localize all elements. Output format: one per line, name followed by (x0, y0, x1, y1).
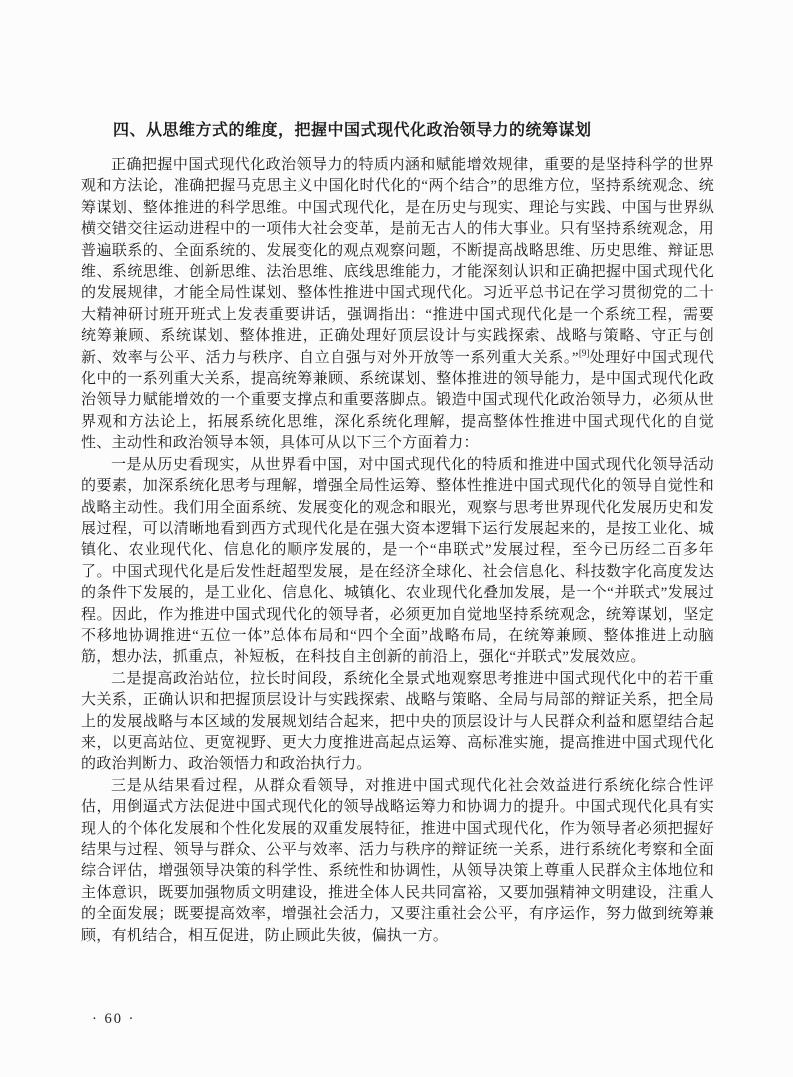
page-number: · 60 · (92, 1011, 136, 1027)
section-heading: 四、从思维方式的维度，把握中国式现代化政治领导力的统筹谋划 (113, 122, 592, 139)
text-column (81, 121, 714, 947)
paragraph-point-two: 二是提高政治站位，拉长时间段，系统化全景式地观察思考推进中国式现代化中的若干重大关系，正确认识和把握顶层设计与实践探索、战略与策略、全局与局部的辩证关系，把全局上的发展战略与本区域的发展规划结合起来，把中央的顶层设计与人民群众利益和愿望结合起来，以更高站位、更宽视野、更大力度推进高起点运筹、高标准实施，提高推进中国式现代化的政治判断力、政治领悟力和政治执行力。 (81, 670, 714, 773)
paragraph-text: 正确把握中国式现代化政治领导力的特质内涵和赋能增效规律，重要的是坚持科学的世界观和方法论，准确把握马克思主义中国化时代化的“两个结合”的思维方位，坚持系统观念、统筹谋划、整体推进的科学思维。中国式现代化，是在历史与现实、理论与实践、中国与世界纵横交错交往运动进程中的一项伟大社会变革，是前无古人的伟大事业。只有坚持系统观念，用普遍联系的、全面系统的、发展变化的观点观察问题，不断提高战略思维、历史思维、辩证思维、系统思维、创新思维、法治思维、底线思维能力，才能深刻认识和正确把握中国式现代化的发展规律，才能全局性谋划、整体性推进中国式现代化。习近平总书记在学习贯彻党的二十大精神研讨班开班式上发表重要讲话，强调指出：“推进中国式现代化是一个系统工程，需要统筹兼顾、系统谋划、整体推进，正确处理好顶层设计与实践探索、战略与策略、守正与创新、效率与公平、活力与秩序、自立自强与对外开放等一系列重大关系。” (81, 157, 714, 366)
paragraph-point-one: 一是从历史看现实，从世界看中国，对中国式现代化的特质和推进中国式现代化领导活动的要素，加深系统化思考与理解，增强全局性运筹、整体性推进中国式现代化的领导自觉性和战略主动性。我们用全面系统、发展变化的观念和眼光，观察与思考世界现代化发展历史和发展过程，可以清晰地看到西方式现代化是在强大资本逻辑下运行发展起来的，是按工业化、城镇化、农业现代化、信息化的顺序发展的，是一个“串联式”发展过程，至今已历经二百多年了。中国式现代化是后发性赶超型发展，是在经济全球化、社会信息化、科技数字化高度发达的条件下发展的，是工业化、信息化、城镇化、农业现代化叠加发展，是一个“并联式”发展过程。因此，作为推进中国式现代化的领导者，必须更加自觉地坚持系统观念，统筹谋划，坚定不移地协调推进“五位一体”总体布局和“四个全面”战略布局，在统筹兼顾、整体推进上动脑筋，想办法，抓重点，补短板，在科技自主创新的前沿上，强化“并联式”发展效应。 (81, 456, 714, 666)
footnote-reference: [9] (578, 347, 590, 358)
paragraph-point-three: 三是从结果看过程，从群众看领导，对推进中国式现代化社会效益进行系统化综合性评估，用倒逼式方法促进中国式现代化的领导战略运筹力和协调力的提升。中国式现代化具有实现人的个体化发展和个性化发展的双重发展特征，推进中国式现代化，作为领导者必须把握好结果与过程、领导与群众、公平与效率、活力与秩序的辩证统一关系，进行系统化考察和全面综合评估，增强领导决策的科学性、系统性和协调性，从领导决策上尊重人民群众主体地位和主体意识，既要加强物质文明建设，推进全体人民共同富裕，又要加强精神文明建设，注重人的全面发展；既要提高效率，增强社会活力，又要注重社会公平，有序运作，努力做到统筹兼顾，有机结合，相互促进，防止顾此失彼，偏执一方。 (81, 777, 714, 944)
paragraph-text: 处理好中国式现代化中的一系列重大关系，提高统筹兼顾、系统谋划、整体推进的领导能力，是中国式现代化政治领导力赋能增效的一个重要支撑点和重要落脚点。锻造中国式现代化政治领导力，必须从世界观和方法论上，拓展系统化思维，深化系统化理解，提高整体性推进中国式现代化的自觉性、主动性和政治领导本领，具体可从以下三个方面着力： (81, 349, 714, 452)
paragraph-intro (81, 155, 714, 455)
